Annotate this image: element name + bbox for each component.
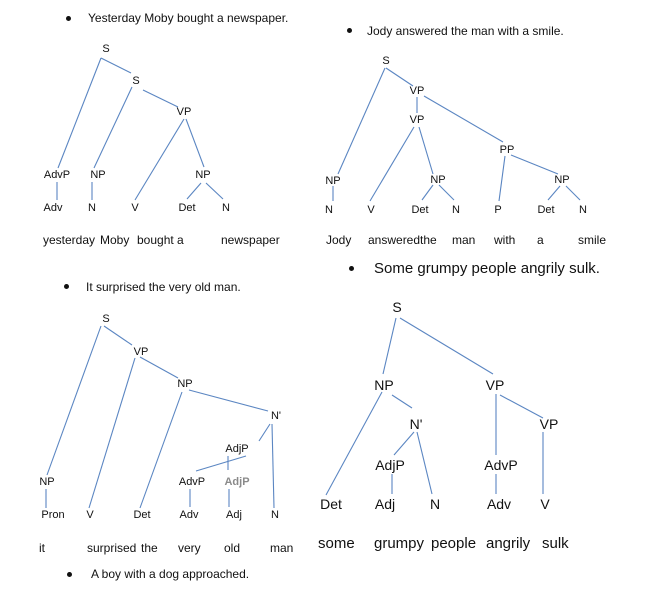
tree1-word: newspaper: [221, 233, 280, 247]
bullet: [64, 284, 69, 289]
tree2-node-pp: PP: [499, 144, 515, 156]
tree3-node-pron: Pron: [41, 509, 65, 521]
tree2-word: answered: [368, 233, 421, 247]
tree4-word: people: [431, 535, 477, 552]
tree2-word: man: [452, 233, 476, 247]
bullet: [66, 16, 71, 21]
tree2-node-np: NP: [554, 174, 570, 186]
tree2-node-np: NP: [430, 174, 446, 186]
tree3-word: very: [178, 541, 201, 555]
tree3-word: the: [141, 541, 158, 555]
tree2-node-vp: VP: [409, 114, 425, 126]
tree2-node-vp: VP: [409, 85, 425, 97]
tree4-word: some: [318, 535, 355, 552]
tree3-node-n-bar: N': [270, 410, 282, 422]
tree1-word: Moby: [100, 233, 130, 247]
tree1-node-s: S: [132, 75, 140, 87]
bullet: [67, 572, 72, 577]
tree2-node-n: N: [325, 204, 333, 216]
tree3-node-det: Det: [133, 509, 151, 521]
tree2-word: a: [537, 233, 544, 247]
tree3-node-adjp: AdjP: [224, 476, 250, 488]
sentence-2: Jody answered the man with a smile.: [367, 24, 564, 38]
tree2-node-np: NP: [325, 175, 341, 187]
tree3-word: man: [270, 541, 294, 555]
bullet: [347, 28, 352, 33]
tree4-node-det: Det: [320, 496, 342, 512]
tree1-node-n: N: [88, 202, 96, 214]
tree4-node-s: S: [392, 299, 402, 315]
tree4-node-n: N: [429, 496, 441, 512]
tree2-word: the: [420, 233, 437, 247]
tree4-node-np: NP: [374, 377, 394, 393]
tree1-word: a: [177, 233, 184, 247]
tree1-node-v: V: [131, 202, 139, 214]
tree3-word: old: [224, 541, 241, 555]
tree4-word: grumpy: [374, 535, 425, 552]
tree2-word: with: [494, 233, 516, 247]
tree1-node-det: Det: [178, 202, 196, 214]
tree3-node-np: NP: [177, 378, 193, 390]
tree4-node-adj: Adj: [374, 496, 396, 512]
tree3-node-advp: AdvP: [178, 476, 206, 488]
tree3-word: it: [39, 541, 45, 555]
sentence-1: Yesterday Moby bought a newspaper.: [88, 11, 289, 25]
tree1-word: bought: [137, 233, 174, 247]
tree4-node-vp: VP: [539, 416, 559, 432]
tree1-node-np: NP: [90, 169, 106, 181]
tree2-word: Jody: [326, 233, 352, 247]
tree1-node-n: N: [222, 202, 230, 214]
tree3-node-adv: Adv: [179, 509, 199, 521]
tree3-node-s: S: [102, 313, 110, 325]
tree4-node-vp: VP: [485, 377, 505, 393]
sentence-4: Some grumpy people angrily sulk.: [374, 260, 600, 277]
tree4-node-n-bar: N': [409, 416, 423, 432]
tree4-node-adv: Adv: [486, 496, 512, 512]
tree4-word: angrily: [486, 535, 531, 552]
tree4-word: sulk: [542, 535, 569, 552]
tree2-node-s: S: [382, 55, 390, 67]
tree3-node-n: N: [271, 509, 279, 521]
tree1-word: yesterday: [43, 233, 96, 247]
tree3-node-np: NP: [39, 476, 55, 488]
tree2-node-n: N: [579, 204, 587, 216]
tree2-node-n: N: [452, 204, 460, 216]
tree3-word: surprised: [87, 541, 137, 555]
sentence-5: A boy with a dog approached.: [91, 567, 250, 581]
tree2-node-det: Det: [411, 204, 429, 216]
sentence-3: It surprised the very old man.: [86, 280, 241, 294]
bullet: [349, 266, 354, 271]
tree1-node-np: NP: [195, 169, 211, 181]
tree3-node-v: V: [86, 509, 94, 521]
tree1-node-advp: AdvP: [43, 169, 71, 181]
tree2-node-p: P: [494, 204, 502, 216]
tree4-node-adjp: AdjP: [375, 457, 405, 473]
tree3-node-adj: Adj: [226, 509, 242, 521]
tree2-node-v: V: [367, 204, 375, 216]
tree2-word: smile: [578, 233, 607, 247]
tree2-node-det: Det: [537, 204, 555, 216]
tree3-node-adjp: AdjP: [225, 443, 249, 455]
tree3-node-vp: VP: [133, 346, 149, 358]
tree1-node-vp: VP: [176, 106, 192, 118]
tree4-node-v: V: [540, 496, 550, 512]
tree1-node-adv: Adv: [43, 202, 63, 214]
tree1-node-s: S: [102, 43, 110, 55]
tree4-node-advp: AdvP: [484, 457, 518, 473]
